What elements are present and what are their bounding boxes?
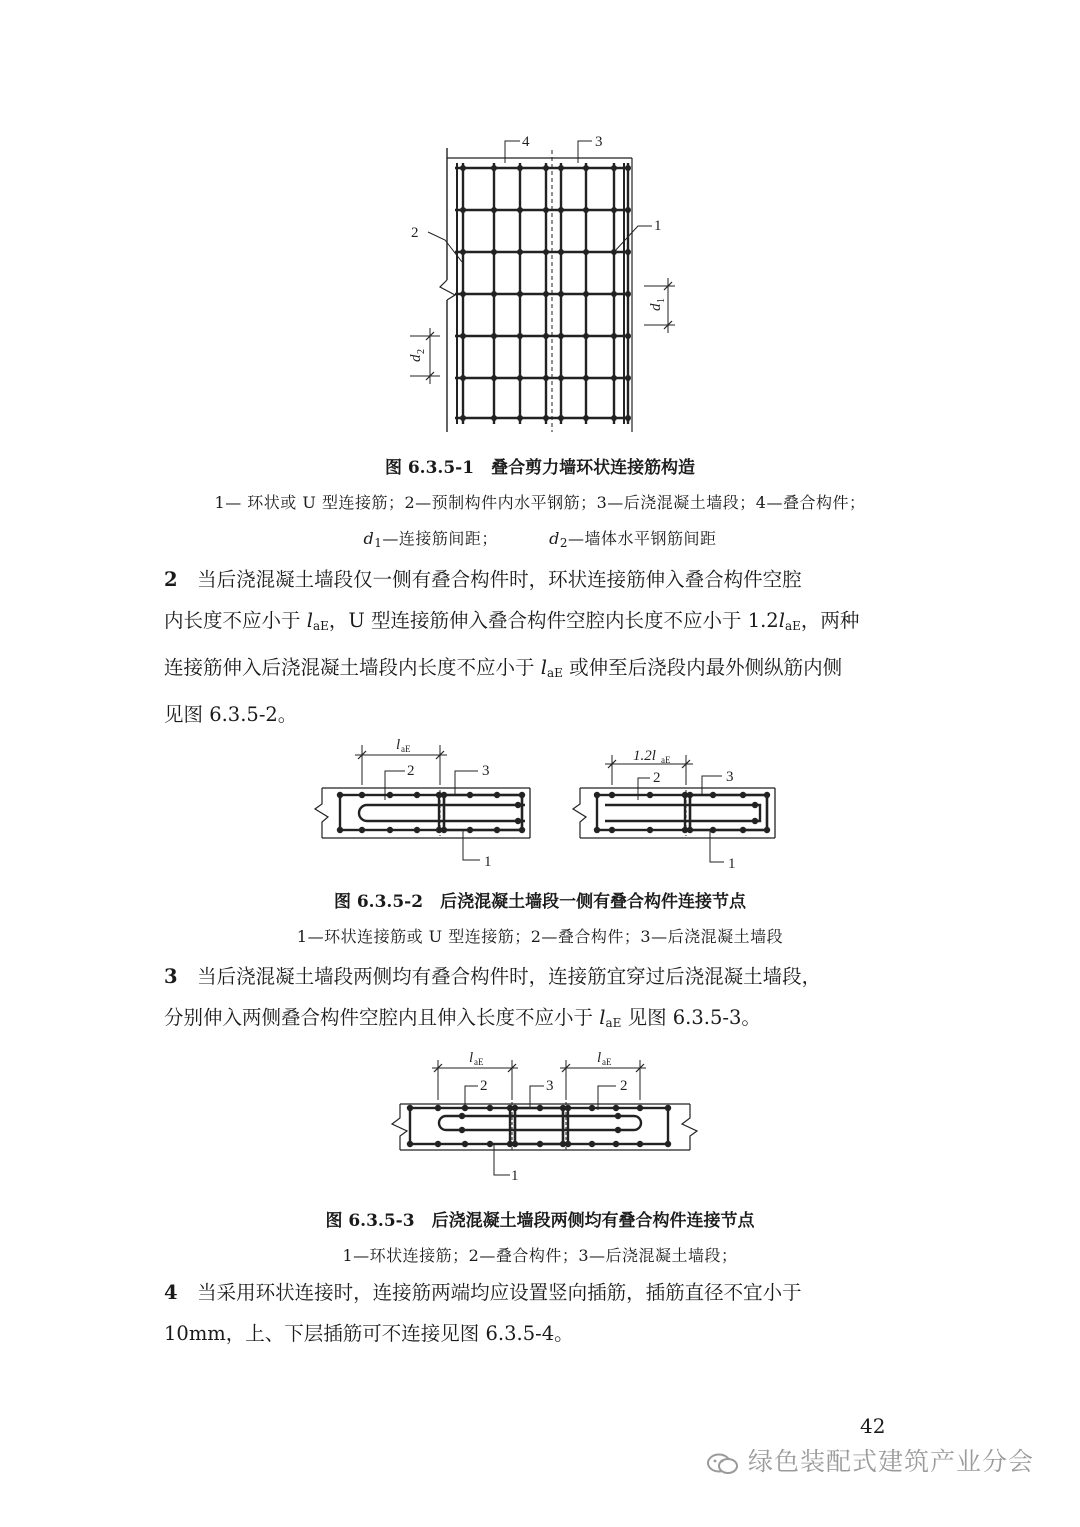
- figure-1-label-2: 2: [411, 225, 419, 241]
- vertical-bar-dot: [613, 1105, 619, 1111]
- vertical-bar-dot: [637, 1141, 643, 1147]
- wechat-icon: [706, 1452, 740, 1476]
- paragraph-3-text-3: 见图 6.3.5-3。: [621, 1006, 761, 1029]
- figure-1-d1-label: d: [648, 303, 664, 311]
- figure-2-right-dim-sub: aE: [661, 755, 671, 765]
- figure-1-d1-sub: 1: [656, 298, 667, 303]
- figure-3-left-label-2: 2: [480, 1078, 488, 1094]
- vertical-bar-dot: [565, 1105, 571, 1111]
- d2-symbol: d: [549, 529, 560, 548]
- figure-2-left-dim-sub: aE: [401, 744, 411, 754]
- laE-subscript: aE: [605, 1016, 622, 1030]
- vertical-bar-dot: [637, 1105, 643, 1111]
- figure-2-right-label-2: 2: [653, 770, 661, 786]
- paragraph-3-text-2: 分别伸入两侧叠合构件空腔内且伸入长度不应小于: [164, 1006, 600, 1029]
- page-number: 42: [860, 1414, 886, 1438]
- figure-2-left-label-1: 1: [484, 854, 492, 870]
- figure-1-label-3: 3: [595, 134, 603, 150]
- figure-2-right-dim-symbol: 1.2l: [633, 748, 656, 764]
- watermark-text: 绿色装配式建筑产业分会: [748, 1447, 1035, 1476]
- paragraph-2-text-3: ，U 型连接筋伸入叠合构件空腔内长度不应小于 1.2: [328, 609, 779, 632]
- figure-2-legend: 1—环状连接筋或 U 型连接筋；2—叠合构件；3—后浇混凝土墙段: [296, 927, 784, 946]
- vertical-bar-dot: [459, 1127, 465, 1133]
- figure-1-label-4: 4: [522, 134, 530, 150]
- figure-1-label-1: 1: [654, 218, 662, 234]
- figure-1-d2-label: d: [408, 354, 424, 362]
- laE-subscript: aE: [546, 666, 563, 680]
- laE-symbol: l: [599, 1006, 606, 1029]
- figure-2-left-dim-symbol: l: [396, 737, 401, 753]
- figure-3-left-dim-symbol: l: [469, 1050, 474, 1066]
- vertical-bar-dot: [407, 1105, 413, 1111]
- figure-2-left-label-2: 2: [407, 763, 415, 779]
- d1-description: —连接筋间距；: [382, 529, 498, 548]
- vertical-bar-dot: [435, 1141, 441, 1147]
- vertical-bar-dot: [589, 1141, 595, 1147]
- figure-1-legend-line-1: 1— 环状或 U 型连接筋；2—预制构件内水平钢筋；3—后浇混凝土墙段；4—叠合构件；: [214, 493, 866, 512]
- figure-2-right-label-3: 3: [726, 769, 734, 785]
- d2-description: —墙体水平钢筋间距: [567, 529, 717, 548]
- figure-3-right-dim-sub: aE: [602, 1057, 612, 1067]
- figure-3-label-1: 1: [511, 1168, 519, 1184]
- vertical-bar-dot: [565, 1141, 571, 1147]
- figure-3-right-dim-symbol: l: [597, 1050, 602, 1066]
- vertical-bar-dot: [615, 1127, 621, 1133]
- paragraph-3-text-1: 当后浇混凝土墙段两侧均有叠合构件时，连接筋宜穿过后浇混凝土墙段，: [177, 965, 822, 988]
- vertical-bar-dot: [512, 1105, 518, 1111]
- d1-symbol: d: [363, 529, 375, 548]
- figure-3-right-label-2: 2: [620, 1078, 628, 1094]
- d2-subscript: 2: [559, 536, 568, 550]
- paragraph-4-line-2: [164, 1313, 924, 1354]
- paragraph-2-text-5: 连接筋伸入后浇混凝土墙段内长度不应小于: [164, 656, 541, 679]
- paragraph-4: [164, 1272, 924, 1354]
- figure-1-d2-sub: 2: [416, 349, 427, 354]
- vertical-bar-dot: [407, 1141, 413, 1147]
- figure-2-left-label-3: 3: [482, 763, 490, 779]
- d1-subscript: 1: [374, 536, 383, 550]
- figure-2-right-label-1: 1: [728, 856, 736, 872]
- paragraph-4-text-1: 当采用环状连接时，连接筋两端均应设置竖向插筋，插筋直径不宜小于: [177, 1281, 802, 1304]
- vertical-bar-dot: [537, 1105, 543, 1111]
- figure-2-caption: 图 6.3.5-2 后浇混凝土墙段一侧有叠合构件连接节点: [333, 892, 747, 912]
- laE-symbol: l: [778, 609, 785, 632]
- paragraph-2-text-6: 或伸至后浇段内最外侧纵筋内侧: [562, 656, 843, 679]
- clause-number-4: 4: [164, 1281, 178, 1304]
- paragraph-2-text-2: 内长度不应小于: [164, 609, 307, 632]
- vertical-bar-dot: [615, 1113, 621, 1119]
- laE-symbol: l: [540, 656, 547, 679]
- vertical-bar-dot: [613, 1141, 619, 1147]
- paragraph-4-line-1: [164, 1272, 924, 1313]
- laE-subscript: aE: [784, 619, 801, 633]
- paragraph-2-text-7: 见图 6.3.5-2。: [164, 703, 298, 726]
- clause-number-3: 3: [164, 965, 178, 988]
- laE-subscript: aE: [312, 619, 329, 633]
- vertical-bar-dot: [537, 1141, 543, 1147]
- figure-3-vertical-bars: [407, 1105, 671, 1147]
- vertical-bar-dot: [462, 1141, 468, 1147]
- paragraph-4-text-2: 10mm，上、下层插筋可不连接见图 6.3.5-4。: [164, 1322, 574, 1345]
- vertical-bar-dot: [487, 1141, 493, 1147]
- paragraph-2-text-1: 当后浇混凝土墙段仅一侧有叠合构件时，环状连接筋伸入叠合构件空腔: [177, 568, 802, 591]
- vertical-bar-dot: [665, 1105, 671, 1111]
- clause-number-2: 2: [164, 568, 178, 591]
- vertical-bar-dot: [665, 1141, 671, 1147]
- figure-3-label-3: 3: [546, 1078, 554, 1094]
- vertical-bar-dot: [487, 1105, 493, 1111]
- paragraph-2-text-4: ，两种: [800, 609, 860, 632]
- vertical-bar-dot: [435, 1105, 441, 1111]
- vertical-bar-dot: [512, 1141, 518, 1147]
- figure-1-caption: 图 6.3.5-1 叠合剪力墙环状连接筋构造: [384, 458, 696, 478]
- vertical-bar-dot: [459, 1113, 465, 1119]
- figure-3-caption: 图 6.3.5-3 后浇混凝土墙段两侧均有叠合构件连接节点: [325, 1211, 755, 1231]
- figure-3-left-dim-sub: aE: [474, 1057, 484, 1067]
- laE-symbol: l: [306, 609, 313, 632]
- vertical-bar-dot: [589, 1105, 595, 1111]
- figure-3-legend: 1—环状连接筋；2—叠合构件；3—后浇混凝土墙段；: [342, 1246, 738, 1265]
